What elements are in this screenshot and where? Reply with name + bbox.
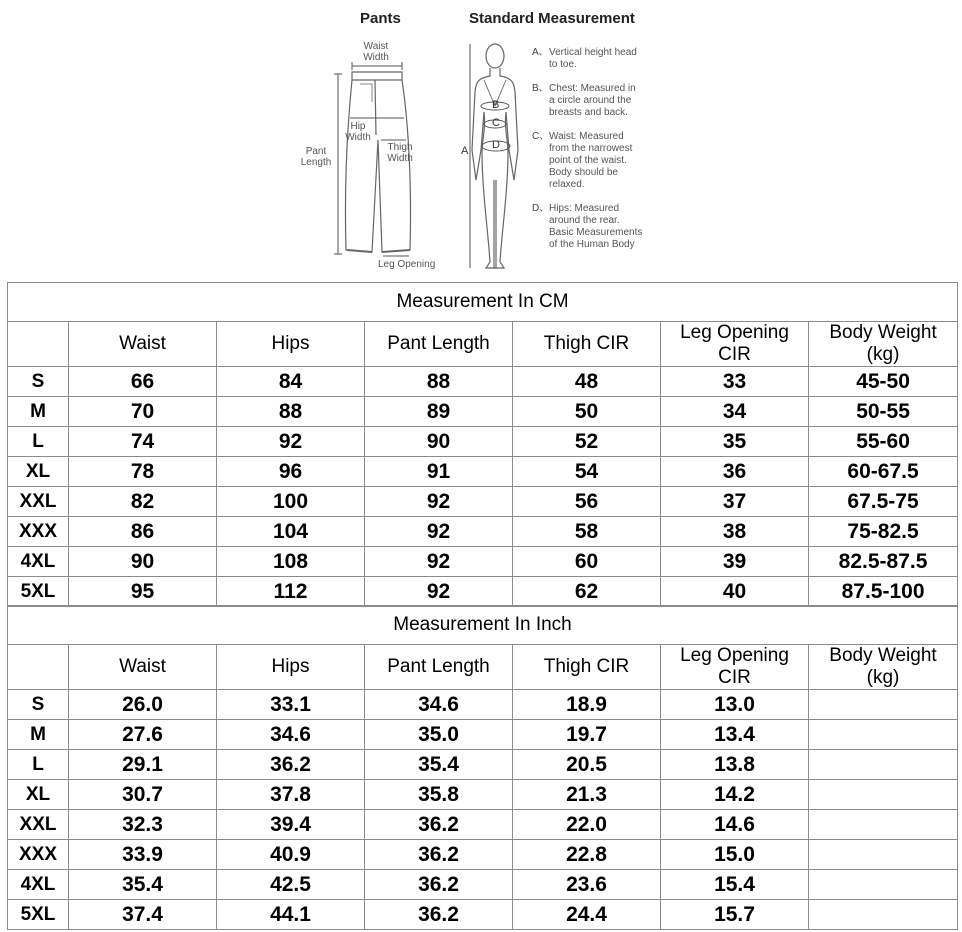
table-cell: 108: [217, 547, 365, 577]
table-row: [8, 367, 958, 397]
note-c-line3: point of the waist.: [549, 155, 627, 166]
table-cell: 50-55: [809, 397, 958, 427]
table-cell: 18.9: [513, 690, 661, 720]
table-cell: 36.2: [217, 750, 365, 780]
size-label-cell: 4XL: [8, 870, 69, 900]
note-d-line3: Basic Measurements: [549, 227, 643, 238]
size-label-cell: L: [8, 750, 69, 780]
human-body-icon: [472, 44, 518, 268]
hip-width-label-line1: Hip: [350, 121, 366, 132]
table-cell: 90: [69, 547, 217, 577]
table-cell: 35.8: [365, 780, 513, 810]
table-cell: 21.3: [513, 780, 661, 810]
table-cell: 90: [365, 427, 513, 457]
column-header-line: CIR: [718, 344, 751, 365]
column-header: Waist: [69, 645, 217, 690]
note-d-key: D、: [532, 203, 550, 214]
marker-d: D: [492, 139, 500, 151]
table-cell: 22.0: [513, 810, 661, 840]
table-cell: 54: [513, 457, 661, 487]
table-cell: 36.2: [365, 840, 513, 870]
note-b-line1: Chest: Measured in: [549, 83, 636, 94]
table-row: [8, 457, 958, 487]
table-cell: 36.2: [365, 810, 513, 840]
table-cell: 100: [217, 487, 365, 517]
size-label-cell: XXX: [8, 517, 69, 547]
table-cell: 42.5: [217, 870, 365, 900]
note-b-key: B、: [532, 83, 549, 94]
size-label-cell: XL: [8, 457, 69, 487]
table-cell: 35.0: [365, 720, 513, 750]
table-cell: 33.1: [217, 690, 365, 720]
thigh-width-label: [382, 142, 418, 164]
table-cell: 45-50: [809, 367, 958, 397]
table-cell: 48: [513, 367, 661, 397]
table-cell: 13.8: [661, 750, 809, 780]
note-b-line3: breasts and back.: [549, 107, 628, 118]
table-cell: [809, 900, 958, 930]
table-row: [8, 720, 958, 750]
hip-width-label-line2: Width: [345, 132, 371, 143]
column-header: Pant Length: [365, 322, 513, 367]
size-label-cell: XL: [8, 780, 69, 810]
note-c: [532, 131, 667, 191]
column-header: [8, 645, 69, 690]
thigh-width-label-line1: Thigh: [387, 142, 413, 153]
table-cell: [809, 810, 958, 840]
note-d-line4: of the Human Body: [549, 239, 635, 250]
table-cell: 35.4: [69, 870, 217, 900]
table-row: [8, 870, 958, 900]
note-d-line2: around the rear.: [549, 215, 620, 226]
size-label-cell: XXL: [8, 487, 69, 517]
table-cell: 39: [661, 547, 809, 577]
table-cell: 32.3: [69, 810, 217, 840]
table-row: [8, 840, 958, 870]
table-cell: 14.6: [661, 810, 809, 840]
table-title: Measurement In CM: [8, 283, 958, 322]
table-cell: 34.6: [217, 720, 365, 750]
size-label-cell: S: [8, 690, 69, 720]
marker-a: A: [461, 145, 469, 157]
size-label-cell: M: [8, 720, 69, 750]
measurement-illustration: [0, 0, 962, 280]
table-cell: 56: [513, 487, 661, 517]
table-cell: [809, 870, 958, 900]
table-cell: 13.0: [661, 690, 809, 720]
table-cell: 92: [365, 487, 513, 517]
table-cell: 39.4: [217, 810, 365, 840]
note-a-key: A、: [532, 47, 549, 58]
table-cell: 104: [217, 517, 365, 547]
column-header-line: (kg): [866, 667, 900, 688]
table-cell: 27.6: [69, 720, 217, 750]
table-cell: 55-60: [809, 427, 958, 457]
table-cell: 36.2: [365, 900, 513, 930]
table-cell: 95: [69, 577, 217, 607]
column-header: Hips: [217, 645, 365, 690]
table-cell: 84: [217, 367, 365, 397]
table-cell: 22.8: [513, 840, 661, 870]
table-row: [8, 547, 958, 577]
size-label-cell: 5XL: [8, 900, 69, 930]
table-cell: 92: [217, 427, 365, 457]
column-header: Thigh CIR: [513, 322, 661, 367]
note-a-line2: to toe.: [549, 59, 577, 70]
table-cell: 92: [365, 517, 513, 547]
table-cell: 52: [513, 427, 661, 457]
table-row: [8, 810, 958, 840]
leg-opening-label: Leg Opening: [378, 259, 436, 270]
table-row: [8, 690, 958, 720]
waist-width-label-line1: Waist: [363, 41, 389, 52]
note-b: [532, 83, 667, 119]
table-row: [8, 750, 958, 780]
table-cell: 40.9: [217, 840, 365, 870]
table-cell: 13.4: [661, 720, 809, 750]
table-cell: [809, 720, 958, 750]
table-cell: 60-67.5: [809, 457, 958, 487]
table-cell: 19.7: [513, 720, 661, 750]
table-cell: 67.5-75: [809, 487, 958, 517]
table-cell: 36: [661, 457, 809, 487]
table-row: [8, 780, 958, 810]
size-label-cell: S: [8, 367, 69, 397]
column-header: [809, 322, 958, 367]
table-cell: [809, 690, 958, 720]
size-label-cell: XXX: [8, 840, 69, 870]
table-cell: 44.1: [217, 900, 365, 930]
table-cell: 50: [513, 397, 661, 427]
waist-width-label-line2: Width: [363, 52, 389, 63]
table-cell: 74: [69, 427, 217, 457]
table-cell: 92: [365, 547, 513, 577]
table-cell: 38: [661, 517, 809, 547]
illustration-drawing: [0, 0, 962, 280]
table-cell: 26.0: [69, 690, 217, 720]
table-cell: 70: [69, 397, 217, 427]
column-header-line: Body Weight: [829, 645, 937, 666]
size-table-inch: [7, 605, 958, 930]
size-table-cm: [7, 282, 958, 607]
table-cell: 15.0: [661, 840, 809, 870]
table-cell: 86: [69, 517, 217, 547]
table-cell: [809, 780, 958, 810]
column-header: [661, 322, 809, 367]
column-header: Waist: [69, 322, 217, 367]
column-header-line: CIR: [718, 667, 751, 688]
column-header: [661, 645, 809, 690]
pant-length-label-line1: Pant: [305, 146, 327, 157]
table-cell: 37.8: [217, 780, 365, 810]
size-label-cell: XXL: [8, 810, 69, 840]
size-label-cell: 4XL: [8, 547, 69, 577]
table-cell: 82.5-87.5: [809, 547, 958, 577]
table-cell: 34.6: [365, 690, 513, 720]
table-cell: 37: [661, 487, 809, 517]
table-cell: 15.7: [661, 900, 809, 930]
table-cell: 33: [661, 367, 809, 397]
hip-width-label: [340, 121, 376, 143]
table-row: [8, 517, 958, 547]
note-c-line2: from the narrowest: [549, 143, 633, 154]
table-row: [8, 487, 958, 517]
table-title: Measurement In Inch: [8, 606, 958, 645]
table-cell: 66: [69, 367, 217, 397]
column-header-line: Leg Opening: [680, 322, 789, 343]
marker-c: C: [492, 117, 500, 129]
table-cell: 37.4: [69, 900, 217, 930]
table-cell: 82: [69, 487, 217, 517]
table-cell: 35.4: [365, 750, 513, 780]
table-cell: 20.5: [513, 750, 661, 780]
table-row: [8, 397, 958, 427]
pants-title: Pants: [360, 10, 401, 27]
note-a: [532, 47, 667, 71]
note-c-key: C、: [532, 131, 550, 142]
column-header: [8, 322, 69, 367]
pant-length-label: [296, 146, 336, 168]
pant-length-label-line2: Length: [300, 157, 332, 168]
table-cell: 34: [661, 397, 809, 427]
table-cell: 88: [217, 397, 365, 427]
table-cell: 78: [69, 457, 217, 487]
column-header: Pant Length: [365, 645, 513, 690]
table-cell: 91: [365, 457, 513, 487]
size-label-cell: M: [8, 397, 69, 427]
column-header-line: (kg): [866, 344, 900, 365]
table-cell: 87.5-100: [809, 577, 958, 607]
table-cell: 33.9: [69, 840, 217, 870]
table-cell: 62: [513, 577, 661, 607]
table-cell: 89: [365, 397, 513, 427]
waist-width-label: [356, 41, 396, 63]
thigh-width-label-line2: Width: [387, 153, 413, 164]
table-cell: 24.4: [513, 900, 661, 930]
table-cell: 29.1: [69, 750, 217, 780]
size-label-cell: 5XL: [8, 577, 69, 607]
note-d: [532, 203, 667, 251]
body-measure-icon: [470, 44, 510, 268]
table-cell: 40: [661, 577, 809, 607]
column-header: Thigh CIR: [513, 645, 661, 690]
table-row: [8, 900, 958, 930]
table-cell: 60: [513, 547, 661, 577]
table-row: [8, 577, 958, 607]
column-header: Hips: [217, 322, 365, 367]
table-cell: 30.7: [69, 780, 217, 810]
standard-measurement-title: Standard Measurement: [469, 10, 635, 27]
table-cell: 14.2: [661, 780, 809, 810]
note-c-line5: relaxed.: [549, 179, 585, 190]
table-cell: 96: [217, 457, 365, 487]
table-cell: [809, 840, 958, 870]
table-cell: 23.6: [513, 870, 661, 900]
table-cell: 75-82.5: [809, 517, 958, 547]
table-cell: [809, 750, 958, 780]
marker-b: B: [492, 99, 500, 111]
note-c-line1: Waist: Measured: [549, 131, 624, 142]
table-row: [8, 427, 958, 457]
table-cell: 58: [513, 517, 661, 547]
note-c-line4: Body should be: [549, 167, 618, 178]
table-cell: 15.4: [661, 870, 809, 900]
size-label-cell: L: [8, 427, 69, 457]
note-b-line2: a circle around the: [549, 95, 632, 106]
table-cell: 88: [365, 367, 513, 397]
note-d-line1: Hips: Measured: [549, 203, 620, 214]
table-cell: 36.2: [365, 870, 513, 900]
table-cell: 35: [661, 427, 809, 457]
column-header: [809, 645, 958, 690]
column-header-line: Leg Opening: [680, 645, 789, 666]
note-a-line1: Vertical height head: [549, 47, 637, 58]
table-cell: 112: [217, 577, 365, 607]
table-cell: 92: [365, 577, 513, 607]
column-header-line: Body Weight: [829, 322, 937, 343]
